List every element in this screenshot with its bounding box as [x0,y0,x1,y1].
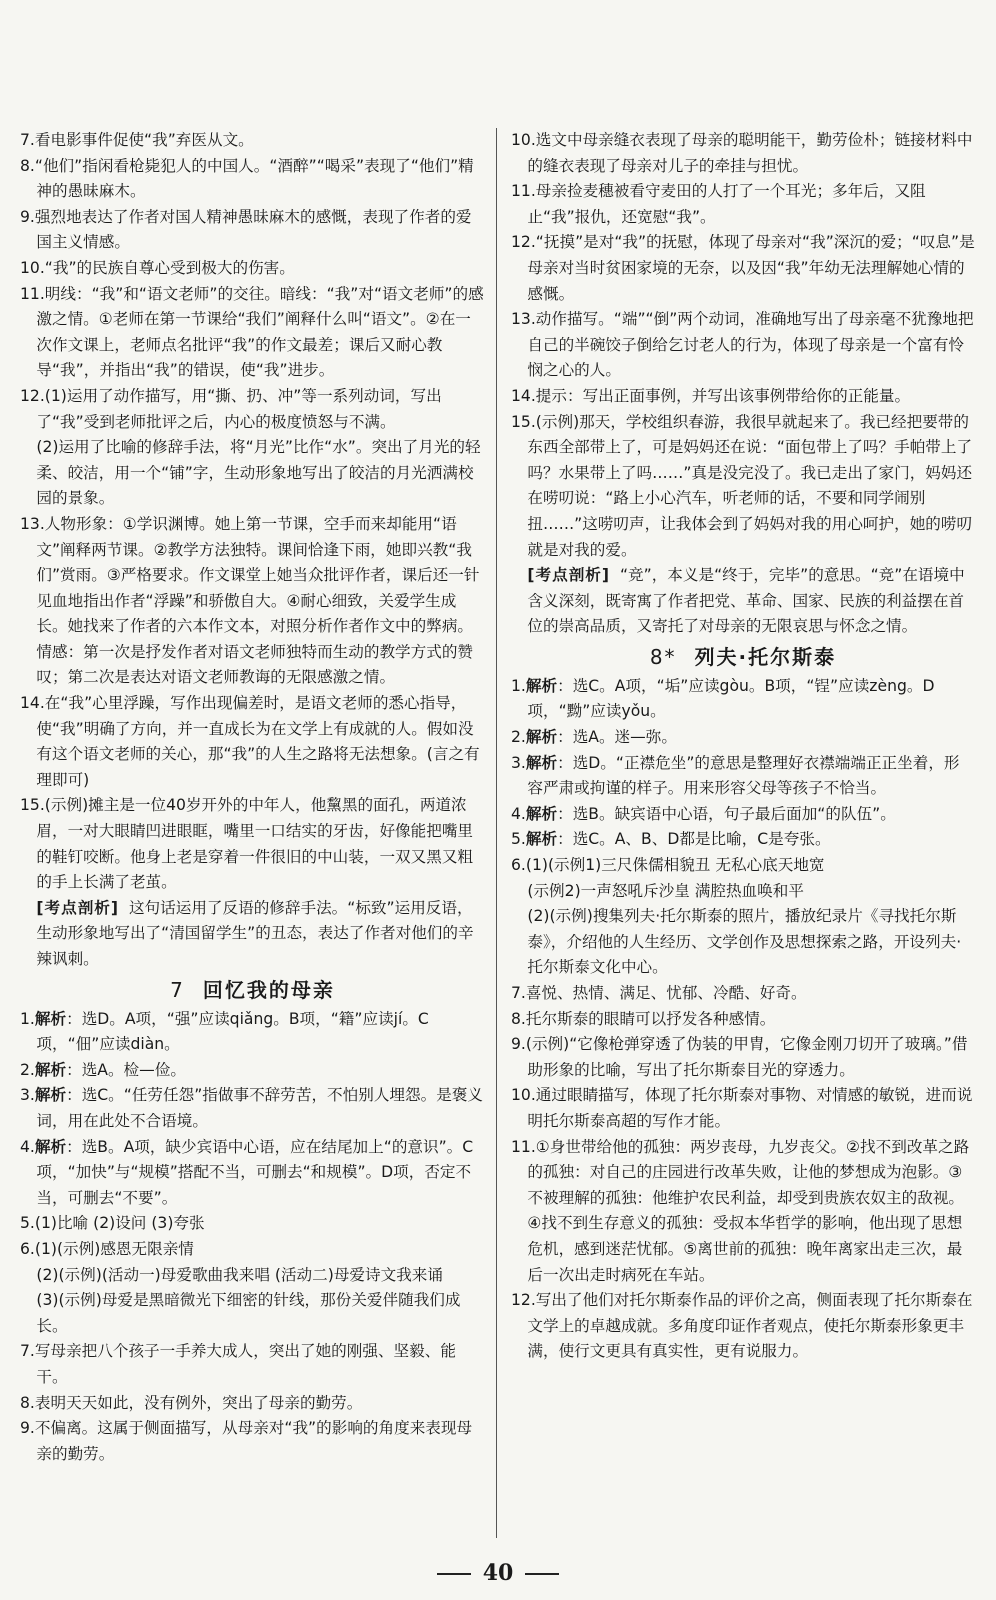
answer-item: 10.选文中母亲缝衣表现了母亲的聪明能干，勤劳俭朴；链接材料中的缝衣表现了母亲对儿子的牵挂与担忧。 [511,131,973,175]
section-heading [20,975,485,1005]
answer-item: 3.解析：选C。“任劳任怨”指做事不辞劳苦，不怕别人埋怨。是褒义词，用在此处不合语境。 [20,1086,483,1130]
answer-item: 6.(1)(示例)感恩无限亲情 [20,1239,194,1258]
answer-item: 8.表明天天如此，没有例外，突出了母亲的勤劳。 [20,1393,363,1412]
section-title: 回忆我的母亲 [202,977,335,1002]
answer-item: 14.在“我”心里浮躁，写作出现偏差时，是语文老师的悉心指导，使“我”明确了方向，并一直成长为在文学上有成就的人。假如没有这个语文老师的关心，那“我”的人生之路将无法想象。(言之有理即可) [20,694,480,789]
page-footer [0,1560,996,1586]
answer-item: 7.喜悦、热情、满足、忧郁、冷酷、好奇。 [511,984,807,1002]
answer-item: 14.提示：写出正面事例，并写出该事例带给你的正能量。 [511,386,911,405]
answer-subitem: (示例2)一声怒吼斥沙皇 满腔热血唤和平 [527,881,804,900]
answer-item: 4.解析：选B。A项，缺少宾语中心语，应在结尾加上“的意识”。C项，“加快”与“规模”搭配不当，可删去“和规模”。D项，否定不当，可删去“不要”。 [20,1137,474,1207]
page-number: 40 [482,1560,514,1586]
answer-item: 8.托尔斯泰的眼睛可以抒发各种感情。 [511,1009,776,1028]
answer-item: 12.写出了他们对托尔斯泰作品的评价之高，侧面表现了托尔斯泰在文学上的卓越成就。多角度印证作者观点，使托尔斯泰形象更丰满，使行文更具有真实性，更有说服力。 [511,1291,973,1361]
answer-item: 5.(1)比喻 (2)设问 (3)夸张 [20,1214,205,1233]
section-heading [511,642,975,672]
answer-item: 11.明线：“我”和“语文老师”的交往。暗线：“我”对“语文老师”的感激之情。①老师在第一节课给“我们”阐释什么叫“语文”。②在一次作文课上，老师点名批评“我”的作文最差；课后又耐心教导“我”，并指出“我”的错误，使“我”进步。 [20,284,484,380]
answer-item: 11.母亲捡麦穗被看守麦田的人打了一个耳光；多年后，又阻止“我”报仇，还宽慰“我”。 [511,182,926,226]
answer-subitem: (2)(示例)搜集列夫·托尔斯泰的照片，播放纪录片《寻找托尔斯泰》，介绍他的人生经历、文学创作及思想探索之路，开设列夫·托尔斯泰文化中心。 [527,907,962,977]
answer-subitem: (3)(示例)母爱是黑暗微光下细密的针线，那份关爱伴随我们成长。 [36,1291,461,1335]
column-divider [496,128,497,1538]
analysis-tag: [考点剖析] [527,566,611,585]
answer-item: 3.解析：选D。“正襟危坐”的意思是整理好衣襟端端正正坐着，形容严肃或拘谨的样子。用来形容父母等孩子不恰当。 [511,753,960,798]
footer-dash-right [525,1573,559,1575]
answer-item: 15.(示例)摊主是一位40岁开外的中年人，他黧黑的面孔，两道浓眉，一对大眼睛凹进眼眶，嘴里一口结实的牙齿，好像能把嘴里的鞋钉咬断。他身上老是穿着一件很旧的中山装，一双又黑又粗的手上长满了老茧。 [20,796,474,892]
footer-dash-left [437,1573,471,1575]
answer-item: 1.解析：选D。A项，“强”应读qiǎng。B项，“籍”应读jí。C项，“佃”应读diàn。 [20,1009,429,1054]
answer-item: 9.(示例)“它像枪弹穿透了伪装的甲胄，它像金刚刀切开了玻璃。”借助形象的比喻，写出了托尔斯泰目光的穿透力。 [511,1035,968,1079]
left-column [20,128,485,1467]
answer-item: 15.(示例)那天，学校组织春游，我很早就起来了。我已经把要带的东西全部带上了，可是妈妈还在说：“面包带上了吗？手帕带上了吗？水果带上了吗……”真是没完没了。我已走出了家门，妈妈还在唠叨说：“路上小心汽车，听老师的话，不要和同学闹别扭……”这唠叨声，让我体会到了妈妈对我的用心呵护，她的唠叨就是对我的爱。 [511,412,973,559]
answer-item: 7.看电影事件促使“我”弃医从文。 [20,131,254,149]
answer-item: 11.①身世带给他的孤独：两岁丧母，九岁丧父。②找不到改革之路的孤独：对自己的庄园进行改革失败，让他的梦想成为泡影。③不被理解的孤独：他维护农民利益，却受到贵族农奴主的敌视。④找不到生存意义的孤独：受叔本华哲学的影响，他出现了思想危机，感到迷茫忧郁。⑤离世前的孤独：晚年离家出走三次，最后一次出走时病死在车站。 [511,1137,970,1284]
analysis-text: 这句话运用了反语的修辞手法。“标致”运用反语，生动形象地写出了“清国留学生”的丑态，表达了作者对他们的辛辣讽刺。 [36,898,474,968]
answer-item: 10.通过眼睛描写，体现了托尔斯泰对事物、对情感的敏锐，进而说明托尔斯泰高超的写作才能。 [511,1086,973,1130]
answer-item: 12.(1)运用了动作描写，用“撕、扔、冲”等一系列动词，写出了“我”受到老师批评之后，内心的极度愤怒与不满。 [20,386,442,431]
answer-item: 2.解析：选A。迷—弥。 [511,728,677,747]
answer-subitem: (2)(示例)(活动一)母爱歌曲我来唱 (活动二)母爱诗文我来诵 [36,1265,443,1284]
answer-item: 7.写母亲把八个孩子一手养大成人，突出了她的刚强、坚毅、能干。 [20,1342,456,1386]
answer-item: 9.不偏离。这属于侧面描写，从母亲对“我”的影响的角度来表现母亲的勤劳。 [20,1419,473,1463]
analysis-text: “竞”，本义是“终于，完毕”的意思。“竞”在语境中含义深刻，既寄寓了作者把党、革命、国家、民族的利益摆在首位的崇高品质，又寄托了对母亲的无限哀思与怀念之情。 [527,566,965,636]
answer-item: 4.解析：选B。缺宾语中心语，句子最后面加“的队伍”。 [511,804,896,823]
answer-item: 1.解析：选C。A项，“垢”应读gòu。B项，“锃”应读zèng。D项，“黝”应读yǒu。 [511,676,935,721]
section-number: 7 [170,977,185,1002]
answer-item: 5.解析：选C。A、B、D都是比喻，C是夸张。 [511,830,831,849]
answer-item: 13.人物形象：①学识渊博。她上第一节课，空手而来却能用“语文”阐释两节课。②教学方法独特。课间恰逢下雨，她即兴教“我们”赏雨。③严格要求。作文课堂上她当众批评作者，课后还一针见血地指出作者“浮躁”和骄傲自大。④耐心细致，关爱学生成长。她找来了作者的六本作文本，对照分析作者作文中的弊病。 [20,514,480,636]
analysis-tag: [考点剖析] [36,898,120,917]
answer-item: 6.(1)(示例1)三尺侏儒相貌丑 无私心底天地宽 [511,856,825,875]
analysis-note [20,896,485,973]
answer-item: 12.“抚摸”是对“我”的抚慰，体现了母亲对“我”深沉的爱；“叹息”是母亲对当时贫困家境的无奈，以及因“我”年幼无法理解她心情的感慨。 [511,233,975,303]
answer-subitem: (2)运用了比喻的修辞手法，将“月光”比作“水”。突出了月光的轻柔、皎洁，用一个“铺”字，生动形象地写出了皎洁的月光洒满校园的景象。 [36,438,481,508]
analysis-note [511,563,975,640]
section-title: 列夫·托尔斯泰 [694,644,837,669]
right-column [511,128,975,1365]
section-number: 8* [649,644,677,669]
answer-item: 8.“他们”指闲看枪毙犯人的中国人。“酒醉”“喝采”表现了“他们”精神的愚昧麻木。 [20,156,474,201]
answer-subitem: 情感：第一次是抒发作者对语文老师独特而生动的教学方式的赞叹；第二次是表达对语文老师教诲的无限感激之情。 [36,642,474,687]
answer-item: 9.强烈地表达了作者对国人精神愚昧麻木的感慨，表现了作者的爱国主义情感。 [20,207,472,252]
answer-item: 2.解析：选A。检—俭。 [20,1060,186,1079]
answer-item: 10.“我”的民族自尊心受到极大的伤害。 [20,258,295,277]
answer-item: 13.动作描写。“端”“倒”两个动词，准确地写出了母亲毫不犹豫地把自己的半碗饺子倒给乞讨老人的行为，体现了母亲是一个富有怜悯之心的人。 [511,310,974,380]
